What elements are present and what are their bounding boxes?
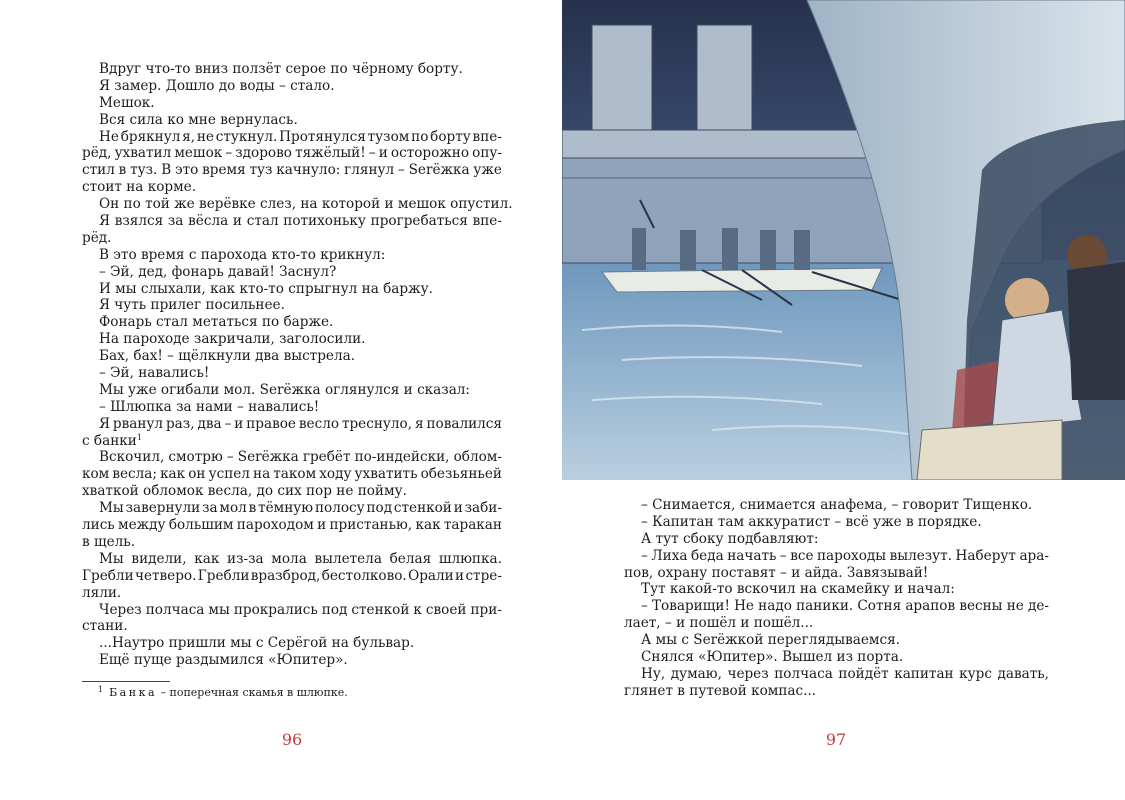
text-line: – Снимается, снимается анафема, – говорит Тищенко. <box>641 497 1033 513</box>
text-line: И мы слыхали, как кто-то спрыгнул на баржу. <box>99 280 433 297</box>
text-line: – Эй, дед, фонарь давай! Заснул? <box>99 263 337 280</box>
text-line: стани. <box>82 618 128 635</box>
footnote <box>98 685 348 699</box>
text-line: Бах, бах! – щёлкнули два выстрела. <box>99 348 356 365</box>
text-line: рёд, ухватил мешок – здорово тяжёлый! – и осторожно опу- <box>82 145 502 162</box>
right-page <box>562 0 1125 800</box>
page-number-right: 97 <box>825 730 847 749</box>
left-page-text <box>82 61 513 669</box>
text-line: стил в туз. В это время туз качнуло: глянул – Serёжка уже <box>82 162 502 179</box>
text-line: Он по той же верёвке слез, на которой и мешок опустил. <box>99 196 513 213</box>
text-line: Мешок. <box>99 94 155 111</box>
text-line: Мы видели, как из-за мола вылетела белая шлюпка. <box>99 550 502 567</box>
footnote-rule <box>82 681 170 682</box>
text-line: хваткой обломок весла, до сих пор не пойму. <box>82 483 407 500</box>
text-line: в щель. <box>82 533 136 550</box>
text-line: Мы уже огибали мол. Serёжка оглянулся и сказал: <box>99 381 471 398</box>
text-line: – Товарищи! Не надо паники. Сотня арапов весны не де- <box>641 598 1049 615</box>
text-line: – Эй, навались! <box>99 365 210 382</box>
text-line: – Капитан там аккуратист – всё уже в порядке. <box>641 513 982 530</box>
text-line: ...Наутро пришли мы с Серёгой на бульвар. <box>99 635 415 652</box>
text-line: А тут сбоку подбавляют: <box>641 530 819 547</box>
page-number-left: 96 <box>281 730 303 749</box>
text-line: ляли. <box>82 584 122 601</box>
text-line: Не брякнул я, не стукнул. Протянулся тузом по борту впе- <box>99 128 502 145</box>
text-line: Ещё пуще раздымился «Юпитер». <box>99 652 348 669</box>
text-line: Ну, думаю, через полчаса пойдёт капитан курс давать, <box>641 665 1049 682</box>
text-line: Вся сила ко мне вернулась. <box>99 111 298 128</box>
text-line: Тут какой-то вскочил на скамейку и начал: <box>641 581 955 598</box>
footnote-term: Банка <box>109 686 157 699</box>
text-line: Через полчаса мы прокрались под стенкой к своей при- <box>99 601 502 618</box>
text-line: Вскочил, смотрю – Serёжка гребёт по-индейски, облом- <box>99 449 502 466</box>
harbor-illustration <box>562 0 1125 480</box>
text-line: лает, – и пошёл и пошёл... <box>624 615 814 632</box>
text-line: Я взялся за вёсла и стал потихоньку прогребаться впе- <box>99 213 502 230</box>
text-line: Вдруг что-то вниз ползёт серое по чёрному борту. <box>99 61 463 77</box>
text-line: ком весла; как он успел на таком ходу ухватить обезьяньей <box>82 466 502 483</box>
text-line: Я замер. Дошло до воды – стало. <box>99 77 335 94</box>
right-page-text <box>624 497 1049 700</box>
footnote-ref: 1 <box>136 432 142 442</box>
footnote-number: 1 <box>98 685 104 694</box>
text-line: пов, охрану поставят – и айда. Завязывай! <box>624 564 929 581</box>
text-line: Гребли четверо. Гребли вразброд, бестолково. Орали и стре- <box>82 567 502 584</box>
text-line: Я рванул раз, два – и правое весло треснуло, я повалился <box>99 415 502 432</box>
text-line: Мы завернули за мол в тёмную полосу под стенкой и заби- <box>99 500 502 517</box>
text-line: – Лиха беда начать – все пароходы вылезут. Наберут ара- <box>641 547 1049 564</box>
text-line: с банки$^1$ <box>82 432 142 449</box>
text-line: А мы с Serёжкой переглядываемся. <box>641 632 900 649</box>
left-page <box>0 0 562 800</box>
text-line: На пароходе закричали, заголосили. <box>99 331 366 348</box>
text-line: – Шлюпка за нами – навались! <box>99 398 320 415</box>
text-line: стоит на корме. <box>82 179 197 196</box>
text-line: Фонарь стал метаться по барже. <box>99 314 334 331</box>
footnote-definition: – поперечная скамья в шлюпке. <box>157 686 348 699</box>
text-line: В это время с парохода кто-то крикнул: <box>99 246 386 263</box>
text-line: лись между большим пароходом и пристанью, как таракан <box>82 517 502 534</box>
text-line: Снялся «Юпитер». Вышел из порта. <box>641 649 904 666</box>
text-line: рёд. <box>82 229 112 246</box>
text-line: глянет в путевой компас... <box>624 682 817 699</box>
text-line: Я чуть прилег посильнее. <box>99 297 285 314</box>
